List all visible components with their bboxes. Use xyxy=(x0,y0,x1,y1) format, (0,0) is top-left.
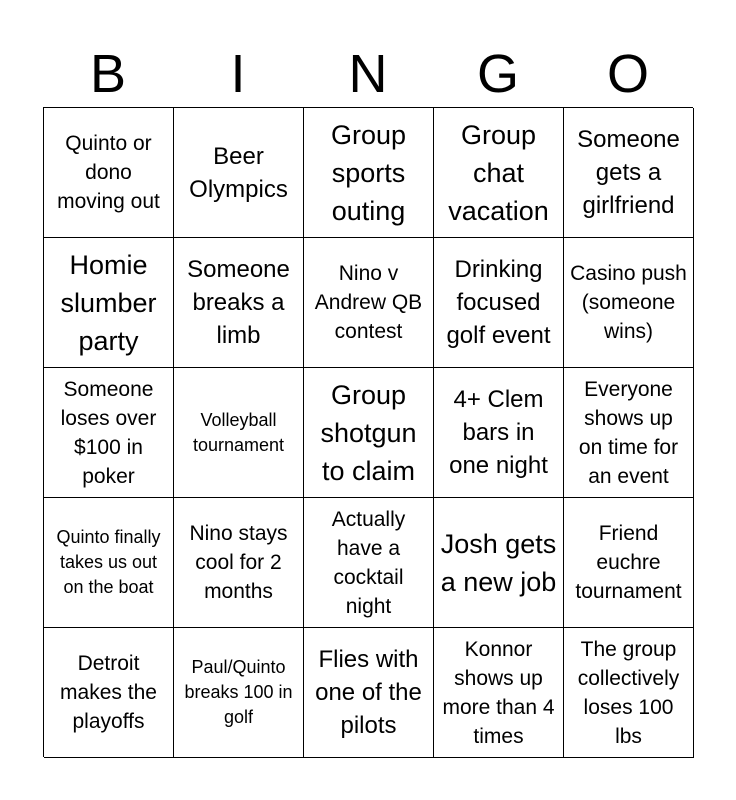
bingo-cell[interactable] xyxy=(564,108,694,238)
bingo-cell[interactable] xyxy=(174,498,304,628)
cell-text: Quinto finally takes us out on the boat xyxy=(56,527,161,597)
cell-text: 4+ Clem bars in one night xyxy=(449,386,548,479)
cell-text: Everyone shows up on time for an event xyxy=(578,377,679,488)
cell-text: Someone breaks a limb xyxy=(187,256,290,349)
cell-text: Homie slumber party xyxy=(60,249,157,356)
bingo-cell[interactable] xyxy=(434,368,564,498)
bingo-header xyxy=(43,40,693,108)
cell-text: Nino stays cool for 2 months xyxy=(189,522,288,603)
bingo-cell[interactable] xyxy=(44,628,174,758)
bingo-cell[interactable] xyxy=(434,498,564,628)
bingo-cell[interactable] xyxy=(304,498,434,628)
cell-text: Volleyball tournament xyxy=(192,409,285,455)
bingo-cell[interactable] xyxy=(434,238,564,368)
cell-text: Quinto or dono moving out xyxy=(57,132,160,213)
cell-text: Group sports outing xyxy=(330,119,407,226)
bingo-cell[interactable] xyxy=(174,108,304,238)
header-letter-n: N xyxy=(348,44,388,104)
bingo-cell[interactable] xyxy=(564,628,694,758)
cell-text: Group shotgun to claim xyxy=(320,379,417,486)
bingo-cell[interactable] xyxy=(434,628,564,758)
cell-text: Paul/Quinto breaks 100 in golf xyxy=(184,657,293,727)
bingo-cell[interactable] xyxy=(304,108,434,238)
bingo-cell[interactable] xyxy=(304,368,434,498)
cell-text: Detroit makes the playoffs xyxy=(60,652,157,733)
cell-text: Friend euchre tournament xyxy=(575,522,682,603)
cell-text: Group chat vacation xyxy=(448,119,549,226)
header-letter-g: G xyxy=(476,44,519,104)
bingo-cell[interactable] xyxy=(434,108,564,238)
cell-text: The group collectively loses 100 lbs xyxy=(577,637,680,748)
bingo-grid xyxy=(43,107,693,757)
bingo-cell[interactable] xyxy=(44,238,174,368)
cell-text: Actually have a cocktail night xyxy=(331,507,406,618)
cell-text: Konnor shows up more than 4 times xyxy=(442,637,555,748)
cell-text: Casino push (someone wins) xyxy=(570,262,687,343)
bingo-cell[interactable] xyxy=(304,628,434,758)
cell-text: Beer Olympics xyxy=(189,142,288,203)
cell-text: Drinking focused golf event xyxy=(446,256,551,349)
cell-text: Nino v Andrew QB contest xyxy=(314,262,423,343)
header-letter-i: I xyxy=(230,44,246,104)
cell-text: Josh gets a new job xyxy=(440,528,557,597)
bingo-cell[interactable] xyxy=(564,498,694,628)
cell-text: Someone gets a girlfriend xyxy=(577,126,680,219)
bingo-cell[interactable] xyxy=(44,498,174,628)
bingo-cell[interactable] xyxy=(174,628,304,758)
bingo-cell[interactable] xyxy=(174,238,304,368)
bingo-cell[interactable] xyxy=(564,368,694,498)
bingo-cell[interactable] xyxy=(44,368,174,498)
cell-text: Flies with one of the pilots xyxy=(315,646,422,739)
bingo-cell[interactable] xyxy=(44,108,174,238)
cell-text: Someone loses over $100 in poker xyxy=(60,377,157,488)
header-letter-o: O xyxy=(606,44,649,104)
bingo-cell[interactable] xyxy=(564,238,694,368)
bingo-cell[interactable] xyxy=(304,238,434,368)
header-letter-b: B xyxy=(89,44,127,104)
bingo-cell[interactable] xyxy=(174,368,304,498)
